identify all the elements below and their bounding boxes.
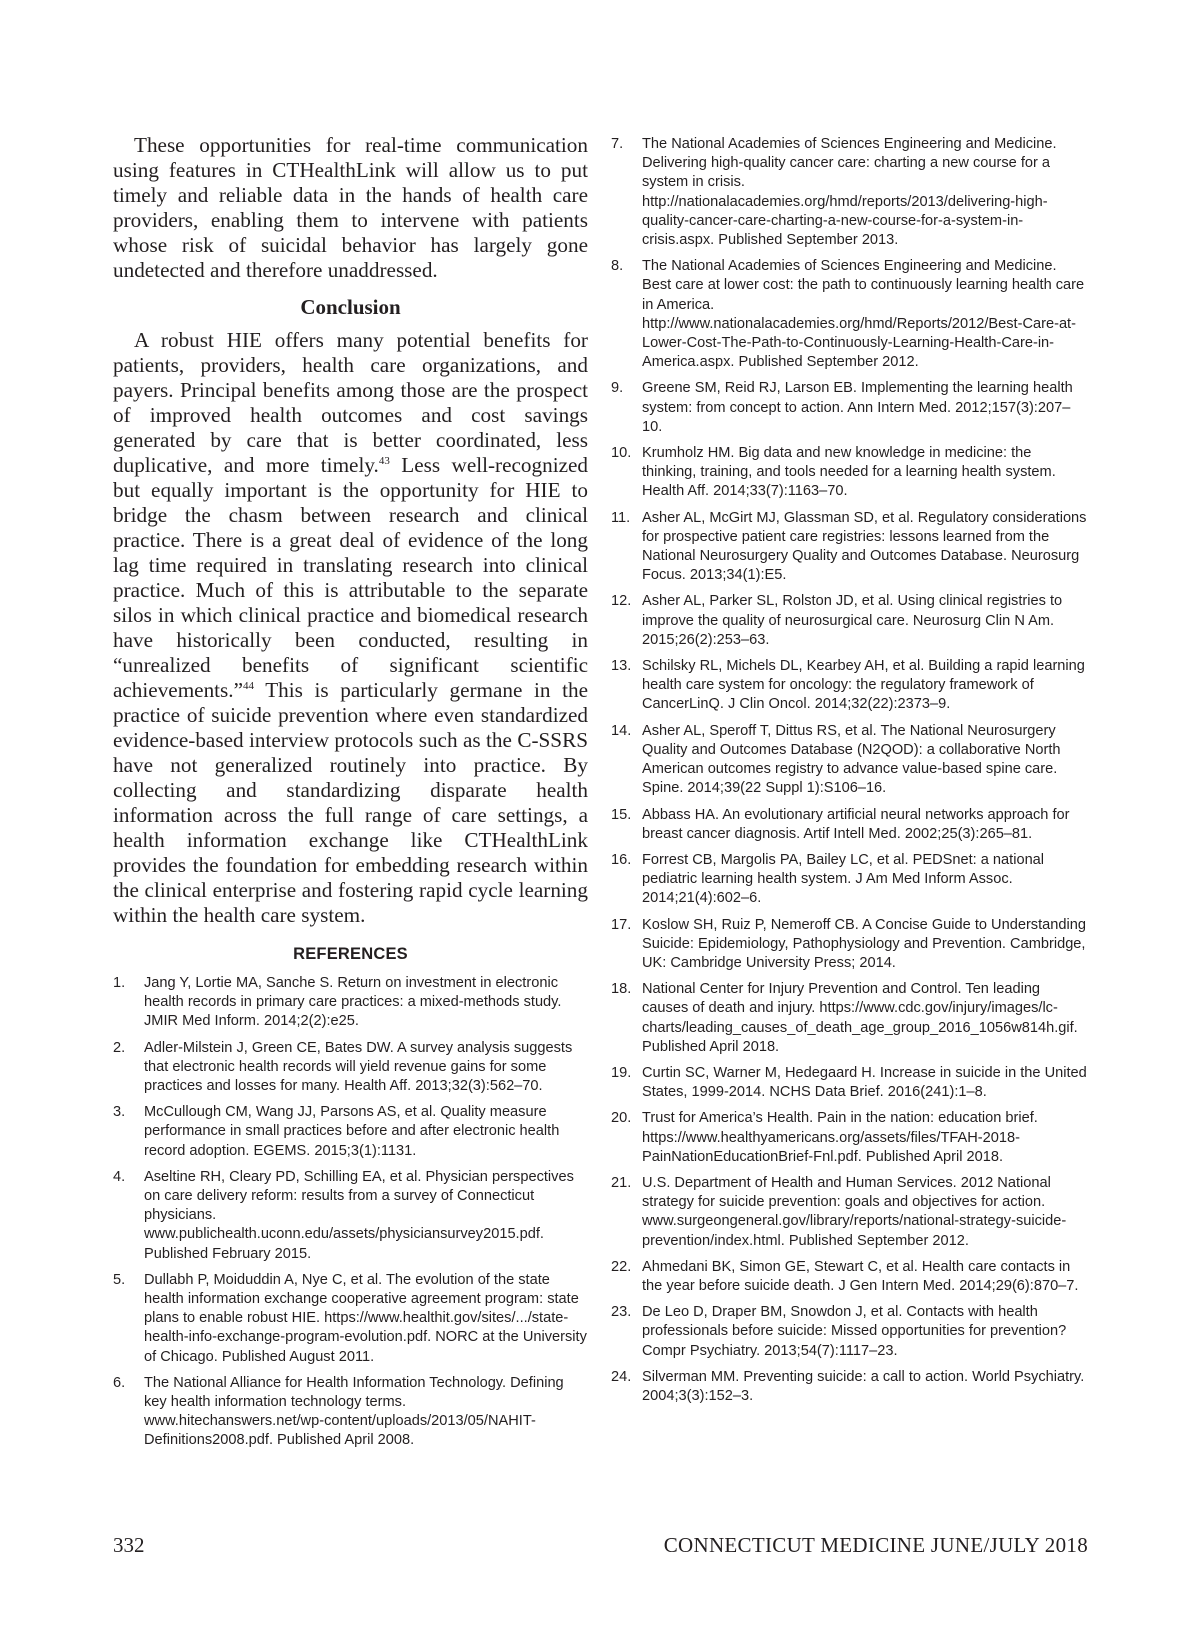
conclusion-text-part-2: Less well-recognized but equally important is the opportunity for HIE to bridge the chasm between research and clinical practice. There is a great deal of evidence of the long lag time required in translating research into clinical practice. Much of this is attributable to the separate silos in which clinical practice and biomedical research have historically been conducted, resulting in “unrealized benefits of significant scientific achievements.”: [113, 453, 588, 702]
conclusion-text-part-1: A robust HIE offers many potential benefits for patients, providers, health care organizations, and payers. Principal benefits among those are the prospect of improved health outcomes and cost savings generated by care that is better coordinated, less duplicative, and more timely.: [113, 328, 588, 477]
reference-item: [611, 1064, 1087, 1102]
reference-item: [611, 1258, 1087, 1296]
reference-item: [611, 1368, 1087, 1406]
references-list-left: [113, 974, 588, 1451]
reference-number: 23.: [611, 1304, 632, 1321]
reference-item: [113, 1271, 588, 1367]
reference-text: De Leo D, Draper BM, Snowdon J, et al. Contacts with health professionals before suicide: Missed opportunities for prevention? Compr Psychiatry. 2013;54(7):1117–23.: [642, 1304, 1067, 1359]
reference-text: Forrest CB, Margolis PA, Bailey LC, et al. PEDSnet: a national pediatric learning health system. J Am Med Inform Assoc. 2014;21(4):602–6.: [642, 851, 1045, 907]
reference-text: Krumholz HM. Big data and new knowledge in medicine: the thinking, training, and tools needed for a learning health system. Health Aff. 2014;33(7):1163–70.: [642, 445, 1056, 500]
reference-text: The National Alliance for Health Information Technology. Defining key health information technology terms. www.hitechanswers.net/wp-content/uploads/2013/05/NAHIT-Definitions2008.pdf. Published April 2008.: [144, 1374, 564, 1449]
reference-number: 7.: [611, 136, 624, 152]
reference-item: [611, 592, 1087, 650]
reference-text: Adler-Milstein J, Green CE, Bates DW. A survey analysis suggests that electronic health records will yield revenue gains for some practices and losses for many. Health Aff. 2013;32(3):562–70.: [144, 1039, 573, 1095]
reference-number: 2.: [113, 1039, 126, 1056]
reference-text: Asher AL, Speroff T, Dittus RS, et al. The National Neurosurgery Quality and Outcomes Database (N2QOD): a collaborative North American outcomes registry to advance value-based spine care. Spine. 2014;39(22 Suppl 1):S106–16.: [642, 722, 1061, 797]
citation-superscript-43: 43: [378, 454, 390, 467]
reference-item: [611, 509, 1087, 586]
left-column: [113, 133, 588, 1458]
page-number: 332: [113, 1533, 145, 1557]
reference-number: 15.: [611, 806, 632, 823]
reference-number: 20.: [611, 1110, 632, 1127]
reference-item: [113, 1374, 588, 1451]
conclusion-paragraph: [113, 328, 588, 928]
reference-item: [611, 135, 1087, 250]
reference-number: 19.: [611, 1064, 632, 1081]
reference-number: 18.: [611, 981, 632, 998]
reference-text: Ahmedani BK, Simon GE, Stewart C, et al. Health care contacts in the year before suicide death. J Gen Intern Med. 2014;29(6):870–7.: [642, 1258, 1079, 1294]
reference-text: The National Academies of Sciences Engineering and Medicine. Best care at lower cost: the path to continuously learning health care in America. http://www.nationalacademies.org/hmd/Reports/2012/Best-Care-at-Lower-Cost-The-Path-to-Continuously-Learning-Health-Care-in-America.aspx. Published September 2012.: [642, 258, 1085, 371]
reference-text: Curtin SC, Warner M, Hedegaard H. Increase in suicide in the United States, 1999-2014. NCHS Data Brief. 2016(241):1–8.: [642, 1064, 1087, 1101]
reference-number: 22.: [611, 1258, 632, 1275]
reference-number: 4.: [113, 1168, 126, 1185]
reference-text: Asher AL, McGirt MJ, Glassman SD, et al. Regulatory considerations for prospective patient care registries: lessons learned from the National Neurosurgery Quality and Outcomes Database. Neurosurg Focus. 2013;34(1):E5.: [642, 509, 1087, 584]
reference-number: 10.: [611, 445, 632, 462]
reference-item: [611, 1174, 1087, 1251]
body-paragraph: These opportunities for real-time communication using features in CTHealthLink will allow us to put timely and reliable data in the hands of health care providers, enabling them to intervene with patients whose risk of suicidal behavior has largely gone undetected and therefore unaddressed.: [113, 133, 588, 282]
conclusion-text-part-3: This is particularly germane in the practice of suicide prevention where even standardized evidence-based interview protocols such as the C-SSRS have not generalized routinely into practice. By collecting and standardizing disparate health information across the full range of care settings, a health information exchange like CTHealthLink provides the foundation for embedding research within the clinical enterprise and fostering rapid cycle learning within the health care system.: [113, 678, 588, 927]
reference-text: Trust for America’s Health. Pain in the nation: education brief. https://www.healthyamericans.org/assets/files/TFAH-2018-PainNationEducationBrief-Fnl.pdf. Published April 2018.: [642, 1110, 1038, 1165]
reference-number: 5.: [113, 1271, 126, 1288]
reference-number: 6.: [113, 1374, 126, 1391]
reference-item: [113, 1168, 588, 1264]
reference-item: [611, 1303, 1087, 1361]
reference-number: 1.: [113, 975, 126, 991]
reference-text: Silverman MM. Preventing suicide: a call to action. World Psychiatry. 2004;3(3):152–3.: [642, 1368, 1085, 1404]
reference-item: [611, 980, 1087, 1057]
reference-item: [611, 1109, 1087, 1167]
reference-text: McCullough CM, Wang JJ, Parsons AS, et al. Quality measure performance in small practices before and after electronic health record adoption. EGEMS. 2015;3(1):1131.: [144, 1104, 560, 1159]
reference-number: 21.: [611, 1174, 632, 1191]
section-heading-conclusion: Conclusion: [300, 295, 401, 319]
reference-item: [611, 806, 1087, 844]
journal-footer: CONNECTICUT MEDICINE JUNE/JULY 2018: [663, 1533, 1088, 1557]
reference-text: Dullabh P, Moiduddin A, Nye C, et al. The evolution of the state health information exchange cooperative agreement program: state plans to enable robust HIE. https://www.healthit.gov/sites/.../state-health-info-exchange-program-evolution.pdf. NORC at the University of Chicago. Published August 2011.: [144, 1271, 587, 1365]
reference-number: 9.: [611, 380, 624, 397]
reference-number: 13.: [611, 658, 632, 675]
reference-item: [611, 916, 1087, 974]
reference-text: Jang Y, Lortie MA, Sanche S. Return on investment in electronic health records in primary care practices: a mixed-methods study. JMIR Med Inform. 2014;2(2):e25.: [144, 975, 562, 1030]
reference-item: [113, 1039, 588, 1097]
reference-item: [611, 657, 1087, 715]
reference-text: Schilsky RL, Michels DL, Kearbey AH, et al. Building a rapid learning health care system for oncology: the regulatory framework of CancerLinQ. J Clin Oncol. 2014;32(22):2373–9.: [642, 658, 1085, 713]
reference-item: [611, 379, 1087, 437]
reference-number: 3.: [113, 1104, 126, 1121]
reference-item: [611, 722, 1087, 799]
reference-number: 12.: [611, 593, 632, 610]
reference-text: Koslow SH, Ruiz P, Nemeroff CB. A Concise Guide to Understanding Suicide: Epidemiology, Pathophysiology and Prevention. Cambridge, UK: Cambridge University Press; 2014.: [642, 916, 1086, 971]
reference-text: The National Academies of Sciences Engineering and Medicine. Delivering high-quality cancer care: charting a new course for a system in crisis. http://nationalacademies.org/hmd/reports/2013/delivering-high-quality-cancer-care-charting-a-new-course-for-a-system-in-crisis.aspx. Published September 2013.: [642, 136, 1057, 249]
reference-text: Aseltine RH, Cleary PD, Schilling EA, et al. Physician perspectives on care delivery reform: results from a survey of Connecticut physicians. www.publichealth.uconn.edu/assets/physiciansurvey2015.pdf. Published February 2015.: [144, 1168, 574, 1262]
reference-number: 17.: [611, 916, 632, 933]
reference-item: [611, 444, 1087, 502]
reference-text: Asher AL, Parker SL, Rolston JD, et al. Using clinical registries to improve the quality of neurosurgical care. Neurosurg Clin N Am. 2015;26(2):253–63.: [642, 593, 1063, 648]
reference-number: 24.: [611, 1368, 632, 1385]
references-heading: REFERENCES: [293, 945, 408, 963]
reference-number: 14.: [611, 722, 632, 739]
reference-item: [611, 851, 1087, 909]
reference-item: [113, 974, 588, 1032]
citation-superscript-44: 44: [243, 679, 255, 692]
reference-item: [113, 1103, 588, 1161]
reference-text: Abbass HA. An evolutionary artificial neural networks approach for breast cancer diagnosis. Artif Intell Med. 2002;25(3):265–81.: [642, 806, 1070, 842]
reference-text: U.S. Department of Health and Human Services. 2012 National strategy for suicide prevention: goals and objectives for action. www.surgeongeneral.gov/library/reports/national-strategy-suicide-prevention/index.html. Published September 2012.: [642, 1174, 1067, 1249]
references-list-right: [611, 135, 1087, 1413]
reference-number: 16.: [611, 851, 632, 868]
reference-number: 8.: [611, 258, 624, 275]
reference-number: 11.: [611, 509, 631, 526]
reference-item: [611, 257, 1087, 372]
reference-text: Greene SM, Reid RJ, Larson EB. Implementing the learning health system: from concept to action. Ann Intern Med. 2012;157(3):207–10.: [642, 380, 1073, 435]
reference-text: National Center for Injury Prevention and Control. Ten leading causes of death and injury. https://www.cdc.gov/injury/images/lc-charts/leading_causes_of_death_age_group_2016_1056w814h.gif. Published April 2018.: [642, 981, 1078, 1055]
